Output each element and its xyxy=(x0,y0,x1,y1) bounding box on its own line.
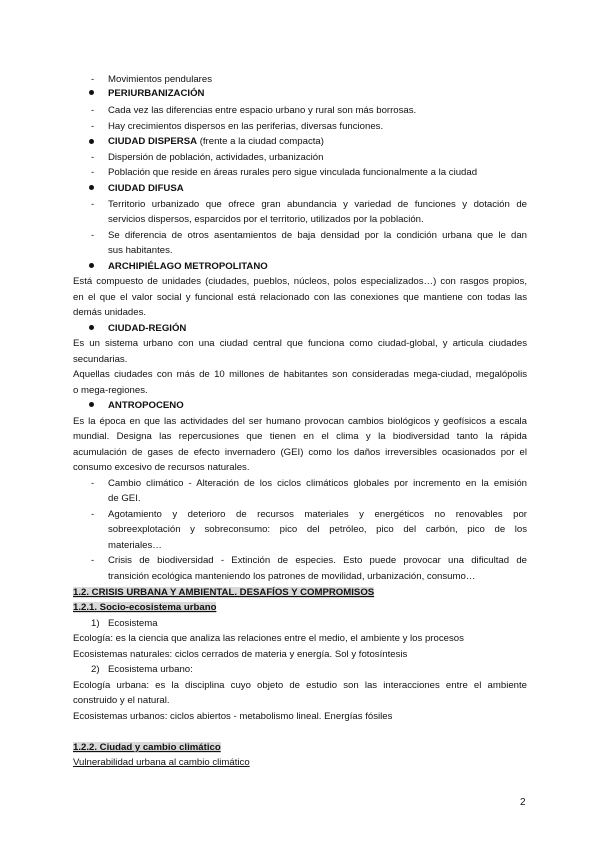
paragraph-line: Es un sistema urbano con una ciudad central que funciona como ciudad-global, y articula ciudades xyxy=(73,338,527,349)
list-item-continued: sobreexplotación y sobreconsumo: pico del petróleo, pico del carbón, pico de los xyxy=(108,524,527,535)
list-item: Cada vez las diferencias entre espacio urbano y rural son más borrosas. xyxy=(108,105,417,116)
list-item: Hay crecimientos dispersos en las periferias, diversas funciones. xyxy=(108,121,384,132)
paragraph-line: Aquellas ciudades con más de 10 millones de habitantes son consideradas mega-ciudad, megalópolis xyxy=(73,369,527,380)
dash-marker: - xyxy=(91,509,95,520)
paragraph-line: construido y el natural. xyxy=(73,695,170,706)
heading-archipielago: ARCHIPIÉLAGO METROPOLITANO xyxy=(108,261,268,272)
paragraph-line: secundarias. xyxy=(73,354,128,365)
list-item-continued: servicios dispersos, esparcidos por el territorio, utilizados por la población. xyxy=(108,214,424,225)
list-item: Territorio urbanizado que ofrece gran abundancia y variedad de funciones y dotación de xyxy=(108,199,527,210)
list-item-continued: transición ecológica manteniendo los patrones de movilidad, urbanización, consumo… xyxy=(108,571,476,582)
subsection-heading-text: 1.2.1. Socio-ecosistema urbano xyxy=(73,602,217,613)
list-item-continued: de GEI. xyxy=(108,493,141,504)
paragraph-line: Es la época en que las actividades del ser humano provocan cambios biológicos y geofísicos a escala xyxy=(73,416,527,427)
numbered-item: Ecosistema xyxy=(108,618,158,629)
list-item: Cambio climático - Alteración de los ciclos climáticos globales por incremento en la emisión xyxy=(108,478,527,489)
list-item: Dispersión de población, actividades, urbanización xyxy=(108,152,324,163)
page-number: 2 xyxy=(520,797,526,808)
section-heading-1-2 xyxy=(73,585,527,601)
list-item: Agotamiento y deterioro de recursos materiales y energéticos no renovables por xyxy=(108,509,527,520)
heading-note: (frente a la ciudad compacta) xyxy=(197,136,324,147)
paragraph-line: demás unidades. xyxy=(73,307,147,318)
paragraph-line: en el que el valor social y funcional está relacionado con las conexiones que mantiene con todas las xyxy=(73,292,527,303)
paragraph-line: o mega-regiones. xyxy=(73,385,148,396)
bullet-icon xyxy=(89,139,94,144)
list-item: Movimientos pendulares xyxy=(108,74,212,85)
list-item: Crisis de biodiversidad - Extinción de especies. Esto puede provocar una dificultad de xyxy=(108,555,527,566)
dash-marker: - xyxy=(91,555,95,566)
numbered-marker: 1) xyxy=(91,618,100,629)
dash-marker: - xyxy=(91,199,95,210)
list-item-continued: sus habitantes. xyxy=(108,245,173,256)
heading-ciudad-region: CIUDAD-REGIÓN xyxy=(108,323,187,334)
subheading-vulnerabilidad xyxy=(73,755,527,771)
heading-ciudad-dispersa xyxy=(108,134,562,150)
heading-ciudad-difusa: CIUDAD DIFUSA xyxy=(108,183,184,194)
subheading-text: Vulnerabilidad urbana al cambio climático xyxy=(73,757,250,768)
paragraph-line: acumulación de gases de efecto invernadero (GEI) como los daños irreversibles ocasionados por el xyxy=(73,447,527,458)
subsection-heading-1-2-2 xyxy=(73,740,527,756)
dash-marker: - xyxy=(91,74,95,85)
list-item: Población que reside en áreas rurales pero sigue vinculada funcionalmente a la ciudad xyxy=(108,167,478,178)
paragraph-line: Ecología urbana: es la disciplina cuyo objeto de estudio son las interacciones entre el ambiente xyxy=(73,680,527,691)
paragraph-line: mundial. Designa las repercusiones que tienen en el clima y la biodiversidad tanto la rápida xyxy=(73,431,527,442)
heading-antropoceno: ANTROPOCENO xyxy=(108,400,184,411)
dash-marker: - xyxy=(91,121,95,132)
dash-marker: - xyxy=(91,230,95,241)
section-heading-text: 1.2. CRISIS URBANA Y AMBIENTAL. DESAFÍOS Y COMPROMISOS xyxy=(73,587,375,598)
heading-periurbanizacion: PERIURBANIZACIÓN xyxy=(108,88,205,99)
numbered-marker: 2) xyxy=(91,664,100,675)
subsection-heading-1-2-1 xyxy=(73,600,527,616)
bullet-icon xyxy=(89,185,94,190)
bullet-icon xyxy=(89,90,94,95)
bullet-icon xyxy=(89,402,94,407)
subsection-heading-text: 1.2.2. Ciudad y cambio climático xyxy=(73,742,221,753)
dash-marker: - xyxy=(91,167,95,178)
dash-marker: - xyxy=(91,478,95,489)
numbered-item: Ecosistema urbano: xyxy=(108,664,193,675)
dash-marker: - xyxy=(91,105,95,116)
dash-marker: - xyxy=(91,152,95,163)
paragraph-line: Ecosistemas naturales: ciclos cerrados de materia y energía. Sol y fotosíntesis xyxy=(73,649,408,660)
list-item-continued: materiales… xyxy=(108,540,162,551)
heading-bold: CIUDAD DISPERSA xyxy=(108,136,198,147)
paragraph-line: Está compuesto de unidades (ciudades, pueblos, núcleos, polos especializados…) con rasgos propios, xyxy=(73,276,527,287)
paragraph-line: Ecología: es la ciencia que analiza las relaciones entre el medio, el ambiente y los procesos xyxy=(73,633,464,644)
list-item: Se diferencia de otros asentamientos de baja densidad por la condición urbana que le dan xyxy=(108,230,527,241)
paragraph-line: Ecosistemas urbanos: ciclos abiertos - metabolismo lineal. Energías fósiles xyxy=(73,711,393,722)
paragraph-line: consumo excesivo de recursos naturales. xyxy=(73,462,250,473)
bullet-icon xyxy=(89,325,94,330)
bullet-icon xyxy=(89,263,94,268)
